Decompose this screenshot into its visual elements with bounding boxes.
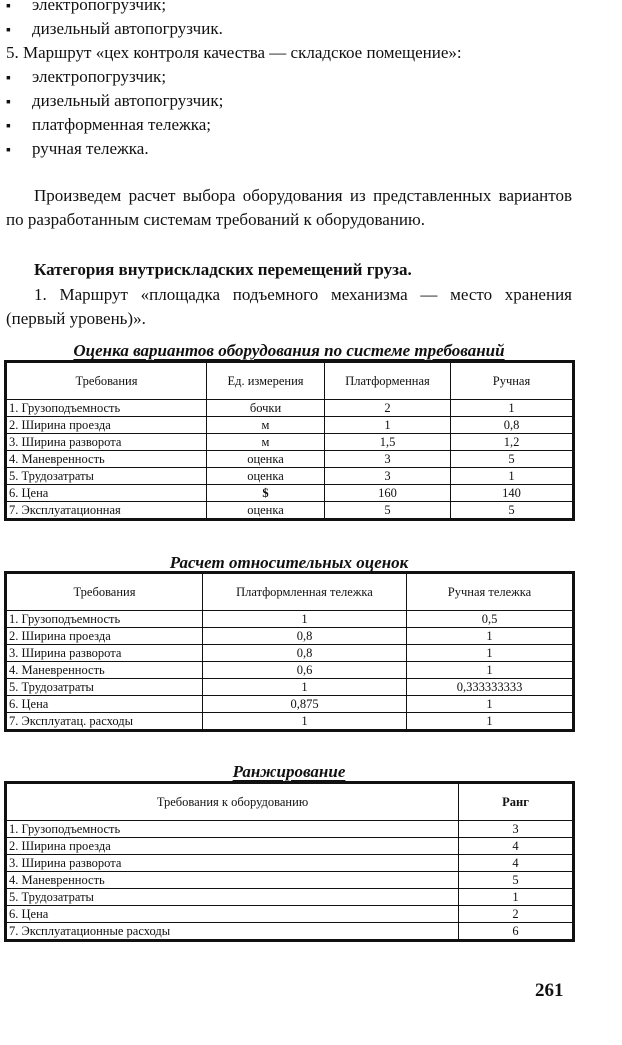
column-header: Ед. измерения [207,363,325,400]
column-header: Платформленная тележка [203,574,407,611]
table-cell: 2 [459,906,573,923]
table-row [7,923,573,940]
relative-scores-table [6,573,573,730]
list-item: ▪ ручная тележка. [6,138,149,162]
table-cell: 5. Трудозатраты [7,468,207,485]
table-cell: 6. Цена [7,906,459,923]
table-cell: 2. Ширина проезда [7,417,207,434]
table-row [7,821,573,838]
table-cell: 0,6 [203,662,407,679]
column-header: Требования к оборудованию [7,784,459,821]
table-cell: м [207,417,325,434]
table-cell: 0,875 [203,696,407,713]
table-cell: 1 [325,417,451,434]
table-cell: 6. Цена [7,696,203,713]
table-cell: 5. Трудозатраты [7,679,203,696]
intro-paragraph: Произведем расчет выбора оборудования из представленных вариантов по разработанным системам требований к оборудованию. [6,186,572,229]
table-cell: 3 [325,451,451,468]
table-cell: 1 [203,679,407,696]
table-cell: 0,5 [407,611,573,628]
table-cell: 6. Цена [7,485,207,502]
table-row [7,451,573,468]
table-cell: 3 [325,468,451,485]
table-cell: 1 [407,713,573,730]
table-cell: 7. Эксплуатационная [7,502,207,519]
table-row [7,417,573,434]
table-cell: 1 [407,696,573,713]
table-cell: 2. Ширина проезда [7,838,459,855]
table-cell: 1. Грузоподъемность [7,400,207,417]
table-row [7,679,573,696]
table-cell: 7. Эксплуатац. расходы [7,713,203,730]
table-cell: 2 [325,400,451,417]
table-row [7,434,573,451]
route5-heading: 5. Маршрут «цех контроля качества — складское помещение»: [6,43,462,62]
table-header-row [7,574,573,611]
table-cell: 5 [451,451,573,468]
evaluation-table [6,362,573,519]
table-cell: 0,8 [203,645,407,662]
table-cell: 5. Трудозатраты [7,889,459,906]
table-cell: 6 [459,923,573,940]
table-row [7,889,573,906]
table-cell: 3. Ширина разворота [7,434,207,451]
table-cell: оценка [207,502,325,519]
table-row [7,611,573,628]
table-cell: 1 [203,611,407,628]
table-header-row [7,784,573,821]
column-header: Требования [7,574,203,611]
table-cell: 1 [203,713,407,730]
table-cell: 1 [407,662,573,679]
table-cell: 7. Эксплуатационные расходы [7,923,459,940]
table-row [7,400,573,417]
table3-caption: Ранжирование [232,762,346,781]
list-item: ▪ дизельный автопогрузчик. [6,18,223,42]
list-item: ▪ электропогрузчик; [6,66,166,90]
table-cell: $ [207,485,325,502]
table-cell: 1 [451,468,573,485]
table-cell: 1 [407,628,573,645]
table-row [7,713,573,730]
table-row [7,502,573,519]
table-cell: 3 [459,821,573,838]
list-item: ▪ дизельный автопогрузчик; [6,90,223,114]
table-cell: 1 [407,645,573,662]
column-header: Ранг [459,784,573,821]
table-cell: 1,5 [325,434,451,451]
table-cell: 0,333333333 [407,679,573,696]
table-cell: 5 [325,502,451,519]
table-row [7,855,573,872]
column-header: Платформенная [325,363,451,400]
table-cell: 1. Грузоподъемность [7,611,203,628]
table-header-row [7,363,573,400]
table-row [7,628,573,645]
column-header: Ручная [451,363,573,400]
list-item: ▪ платформенная тележка; [6,114,211,138]
table-cell: 2. Ширина проезда [7,628,203,645]
table-cell: оценка [207,468,325,485]
table-row [7,468,573,485]
route1-paragraph: 1. Маршрут «площадка подъемного механизма — место хранения (первый уровень)». [6,285,572,328]
table-cell: оценка [207,451,325,468]
table-cell: 140 [451,485,573,502]
table-cell: 0,8 [451,417,573,434]
table-row [7,872,573,889]
table-cell: 1,2 [451,434,573,451]
table-row [7,838,573,855]
table-row [7,696,573,713]
table-cell: 5 [451,502,573,519]
table-cell: 4. Маневренность [7,872,459,889]
table-cell: 160 [325,485,451,502]
table-cell: 4 [459,855,573,872]
table-cell: 1. Грузоподъемность [7,821,459,838]
page-number: 261 [535,980,564,1001]
list-item: ▪ электропогрузчик; [6,0,166,18]
table-cell: 4 [459,838,573,855]
ranking-table [6,783,573,940]
table-cell: 4. Маневренность [7,451,207,468]
table-cell: 0,8 [203,628,407,645]
table-cell: 1 [451,400,573,417]
table-row [7,645,573,662]
table-cell: 3. Ширина разворота [7,855,459,872]
table-cell: 4. Маневренность [7,662,203,679]
table-row [7,662,573,679]
category-heading: Категория внутрискладских перемещений груза. [34,260,412,279]
table1-caption: Оценка вариантов оборудования по системе требований [73,341,505,360]
table-cell: 3. Ширина разворота [7,645,203,662]
table2-caption: Расчет относительных оценок [169,553,409,572]
table-cell: м [207,434,325,451]
table-row [7,906,573,923]
column-header: Ручная тележка [407,574,573,611]
column-header: Требования [7,363,207,400]
table-cell: бочки [207,400,325,417]
table-cell: 5 [459,872,573,889]
table-row [7,485,573,502]
table-cell: 1 [459,889,573,906]
